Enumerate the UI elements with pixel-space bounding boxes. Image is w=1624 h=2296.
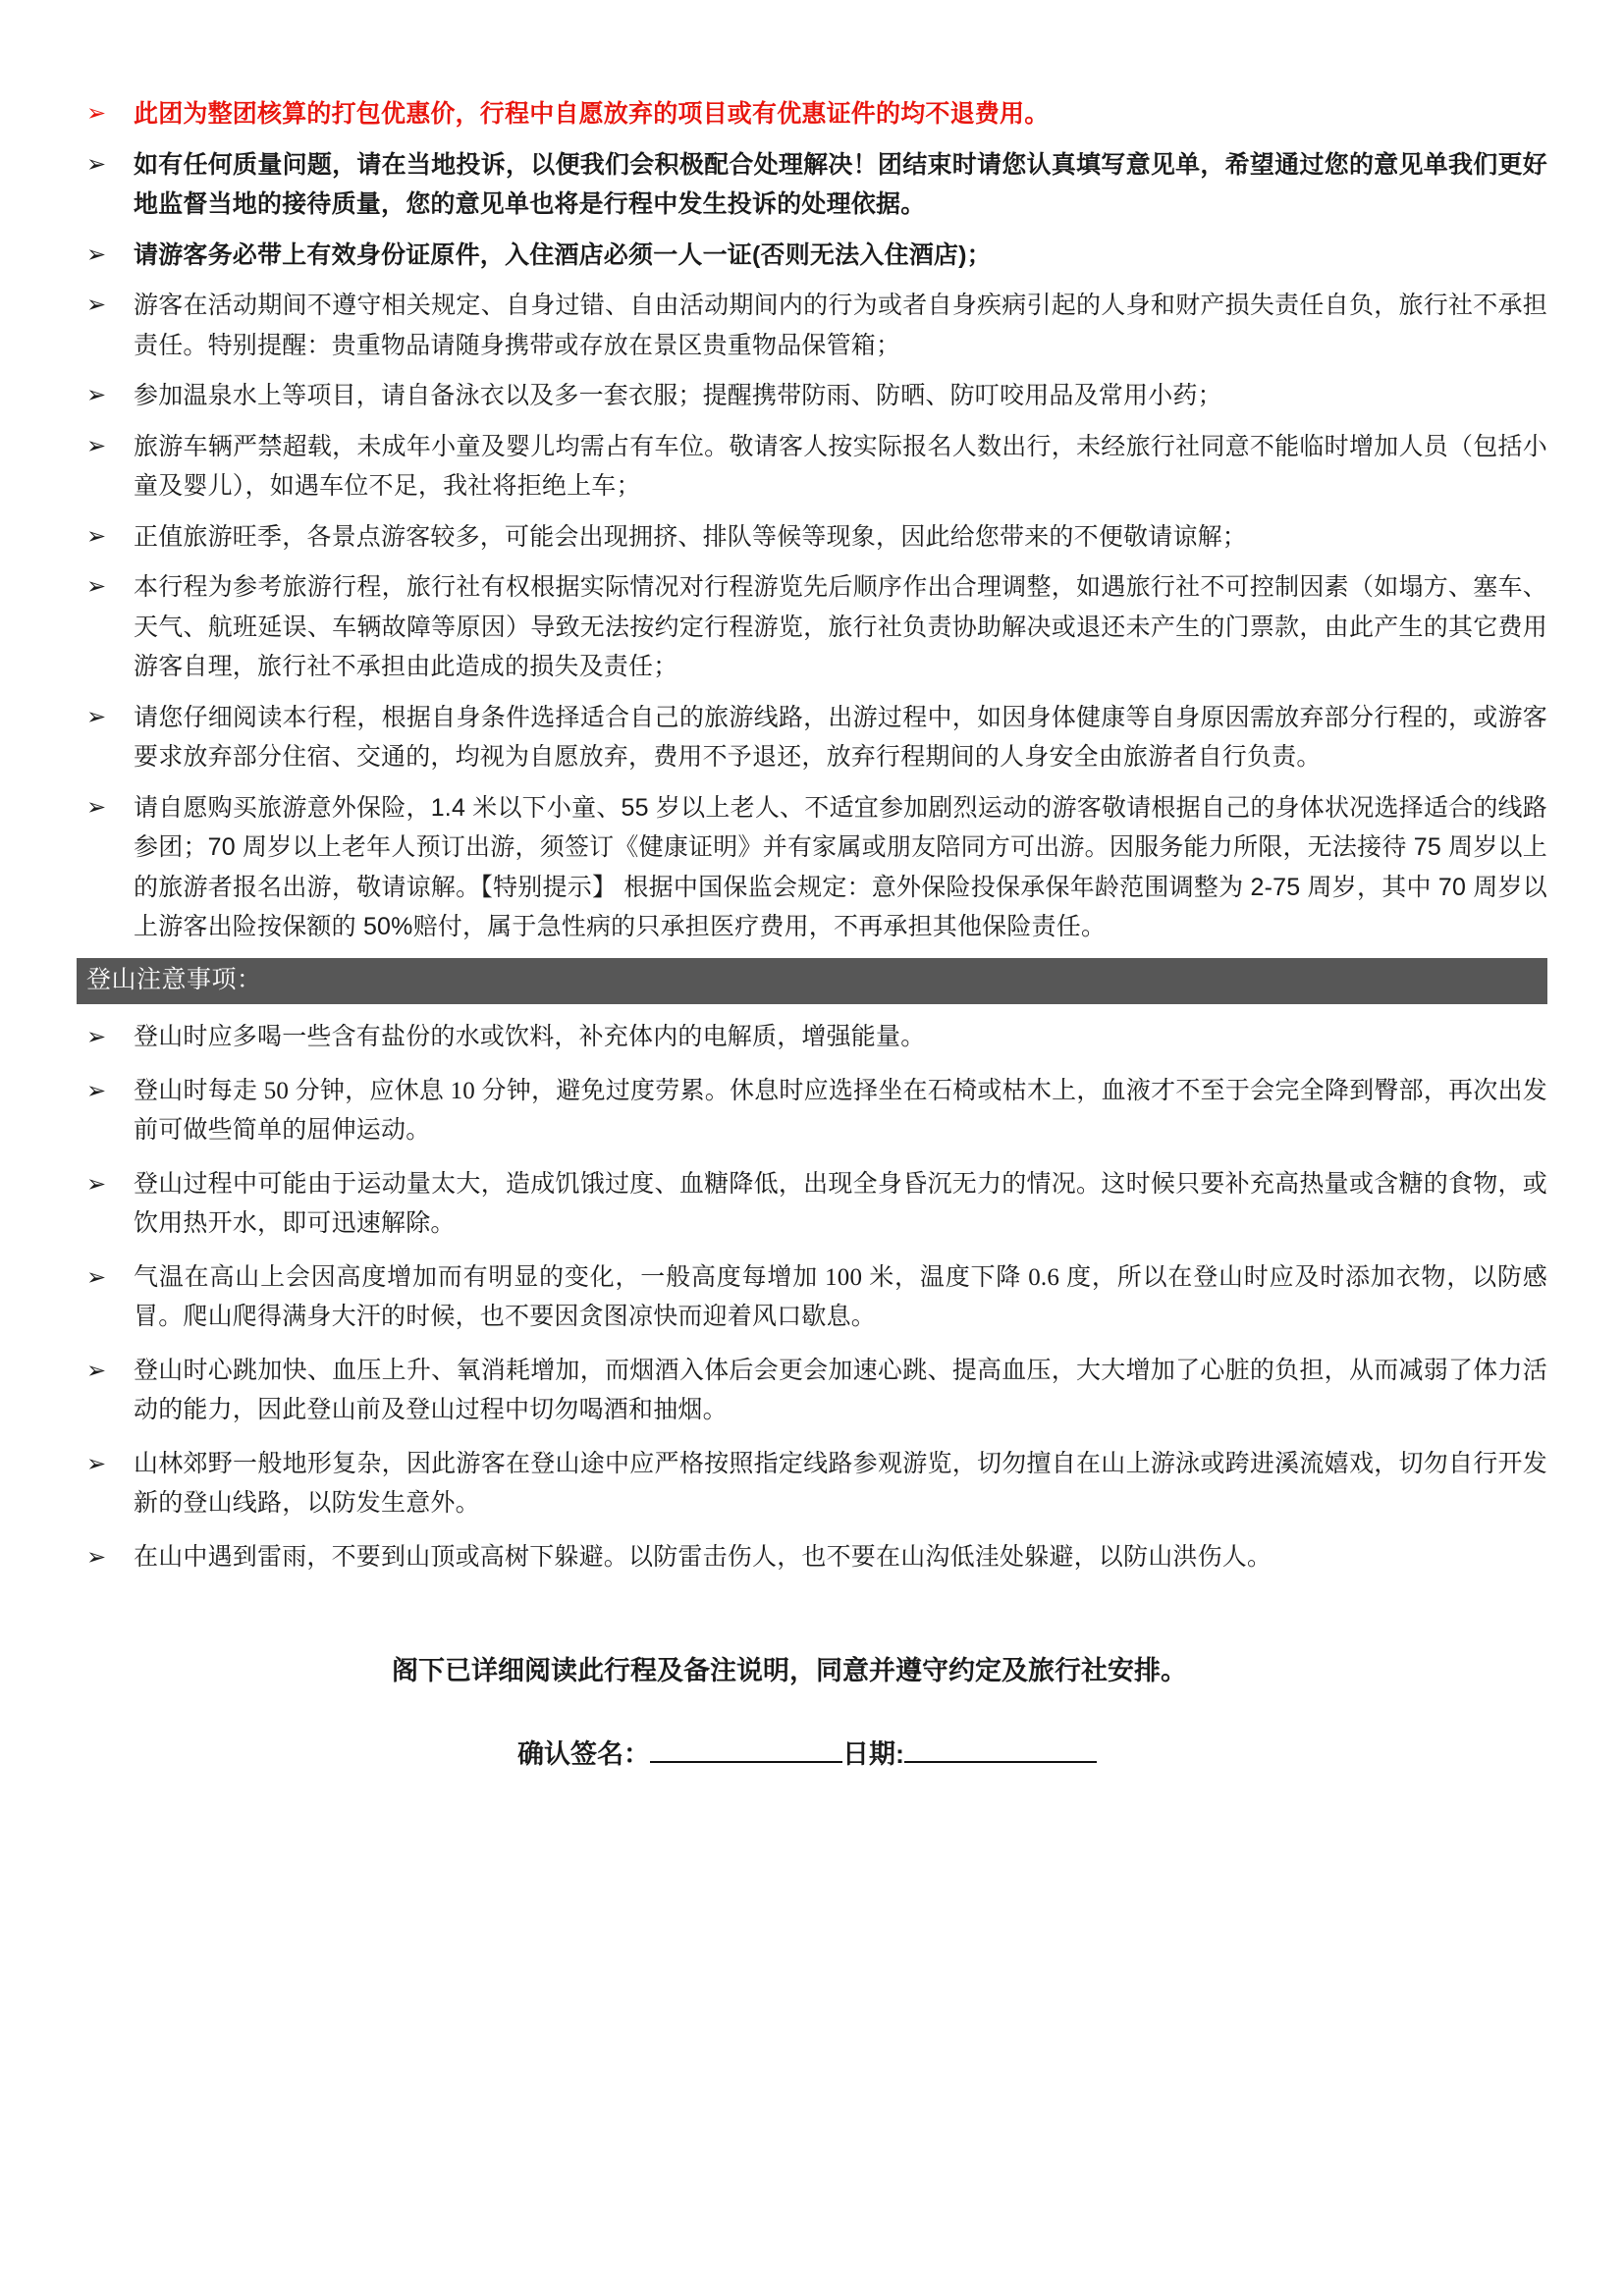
- notice-text: 如有任何质量问题，请在当地投诉，以便我们会积极配合处理解决！团结束时请您认真填写意见单，希望通过您的意见单我们更好地监督当地的接待质量，您的意见单也将是行程中发生投诉的处理依据。: [134, 150, 1547, 218]
- list-item: [77, 517, 1547, 558]
- list-item: [77, 376, 1547, 416]
- bullet-arrow-icon: ➢: [86, 1356, 107, 1384]
- list-item: [77, 788, 1547, 947]
- bullet-arrow-icon: ➢: [86, 1076, 107, 1104]
- list-item: [77, 427, 1547, 507]
- acknowledgement-statement: 阁下已详细阅读此行程及备注说明，同意并遵守约定及旅行社安排。: [392, 1656, 1187, 1686]
- bullet-arrow-icon: ➢: [86, 702, 107, 730]
- list-item: [77, 145, 1547, 225]
- section-header-climbing: 登山注意事项：: [77, 958, 1547, 1005]
- climbing-body: [77, 1018, 1547, 1577]
- signature-field[interactable]: [650, 1761, 842, 1763]
- list-item: [77, 567, 1547, 687]
- notice-text: 旅游车辆严禁超载，未成年小童及婴儿均需占有车位。敬请客人按实际报名人数出行，未经旅行社同意不能临时增加人员（包括小童及婴儿），如遇车位不足，我社将拒绝上车；: [134, 432, 1547, 500]
- bullet-arrow-icon: ➢: [86, 521, 107, 550]
- climbing-section: [77, 958, 1547, 1578]
- list-item: [77, 1258, 1547, 1338]
- bullet-arrow-icon: ➢: [86, 1449, 107, 1477]
- bullet-arrow-icon: ➢: [86, 792, 107, 821]
- bullet-arrow-icon: ➢: [86, 240, 107, 268]
- notice-text: 本行程为参考旅游行程，旅行社有权根据实际情况对行程游览先后顺序作出合理调整，如遇旅行社不可控制因素（如塌方、塞车、天气、航班延误、车辆故障等原因）导致无法按约定行程游览，旅行社负责协助解决或退还未产生的门票款，由此产生的其它费用游客自理，旅行社不承担由此造成的损失及责任；: [134, 573, 1547, 680]
- list-item: [77, 1018, 1547, 1058]
- bullet-arrow-icon: ➢: [86, 149, 107, 178]
- notice-text: 正值旅游旺季，各景点游客较多，可能会出现拥挤、排队等候等现象，因此给您带来的不便敬请谅解；: [134, 522, 1248, 551]
- list-item: [77, 1165, 1547, 1245]
- list-item: [77, 94, 1547, 134]
- list-item: [77, 698, 1547, 777]
- notice-text: 游客在活动期间不遵守相关规定、自身过错、自由活动期间内的行为或者自身疾病引起的人身和财产损失责任自负，旅行社不承担责任。特别提醒：贵重物品请随身携带或存放在景区贵重物品保管箱；: [134, 292, 1547, 359]
- notices-section: [77, 94, 1547, 947]
- notices-list: [77, 94, 1547, 947]
- bullet-arrow-icon: ➢: [86, 1169, 107, 1198]
- climbing-text: 在山中遇到雷雨，不要到山顶或高树下躲避。以防雷击伤人，也不要在山沟低洼处躲避，以防山洪伤人。: [134, 1543, 1272, 1571]
- climbing-text: 山林郊野一般地形复杂，因此游客在登山途中应严格按照指定线路参观游览，切勿擅自在山上游泳或跨进溪流嬉戏，切勿自行开发新的登山线路，以防发生意外。: [134, 1450, 1547, 1518]
- bullet-arrow-icon: ➢: [86, 381, 107, 408]
- bullet-arrow-icon: ➢: [86, 1023, 107, 1051]
- climbing-text: 登山时心跳加快、血压上升、氧消耗增加，而烟酒入体后会更会加速心跳、提高血压，大大增加了心脏的负担，从而减弱了体力活动的能力，因此登山前及登山过程中切勿喝酒和抽烟。: [134, 1357, 1547, 1424]
- list-item: [77, 286, 1547, 365]
- notice-text: 参加温泉水上等项目，请自备泳衣以及多一套衣服；提醒携带防雨、防晒、防叮咬用品及常用小药；: [134, 382, 1222, 409]
- list-item: [77, 236, 1547, 276]
- bullet-arrow-icon: ➢: [86, 99, 107, 127]
- notice-text: 请游客务必带上有效身份证原件，入住酒店必须一人一证(否则无法入住酒店)；: [134, 240, 992, 269]
- climbing-text: 登山时每走 50 分钟，应休息 10 分钟，避免过度劳累。休息时应选择坐在石椅或枯木上，血液才不至于会完全降到臀部，再次出发前可做些简单的屈伸运动。: [134, 1077, 1547, 1145]
- climbing-list: [77, 1018, 1547, 1577]
- list-item: [77, 1445, 1547, 1524]
- bullet-arrow-icon: ➢: [86, 1542, 107, 1571]
- list-item: [77, 1352, 1547, 1431]
- signature-row: [77, 1734, 1547, 1776]
- climbing-text: 登山时应多喝一些含有盐份的水或饮料，补充体内的电解质，增强能量。: [134, 1024, 926, 1051]
- bullet-arrow-icon: ➢: [86, 291, 107, 318]
- list-item: [77, 1538, 1547, 1578]
- signature-label: 确认签名：: [517, 1739, 650, 1770]
- bullet-arrow-icon: ➢: [86, 1262, 107, 1291]
- climbing-text: 气温在高山上会因高度增加而有明显的变化，一般高度每增加 100 米，温度下降 0.6 度，所以在登山时应及时添加衣物，以防感冒。爬山爬得满身大汗的时候，也不要因贪图凉快而迎着风口歇息。: [134, 1263, 1547, 1331]
- list-item: [77, 1072, 1547, 1151]
- date-label: 日期:: [842, 1739, 904, 1770]
- date-field[interactable]: [904, 1761, 1097, 1763]
- bullet-arrow-icon: ➢: [86, 572, 107, 600]
- climbing-text: 登山过程中可能由于运动量太大，造成饥饿过度、血糖降低，出现全身昏沉无力的情况。这时候只要补充高热量或含糖的食物，或饮用热开水，即可迅速解除。: [134, 1170, 1547, 1238]
- notice-text: 请自愿购买旅游意外保险，1.4 米以下小童、55 岁以上老人、不适宜参加剧烈运动的游客敬请根据自己的身体状况选择适合的线路参团；70 周岁以上老年人预订出游，须签订《健康证明》并有家属或朋友陪同方可出游。因服务能力所限，无法接待 75 周岁以上的旅游者报名出游，敬请谅解。【特别提示】 根据中国保监会规定：意外保险投保承保年龄范围调整为 2-75 周岁，其中 70 周岁以上游客出险按保额的 50%赔付，属于急性病的只承担医疗费用，不再承担其他保险责任。: [134, 793, 1547, 940]
- notice-text: 此团为整团核算的打包优惠价，行程中自愿放弃的项目或有优惠证件的均不退费用。: [134, 100, 1050, 128]
- acknowledgement-section: [77, 1650, 1547, 1776]
- bullet-arrow-icon: ➢: [86, 431, 107, 459]
- notice-text: 请您仔细阅读本行程，根据自身条件选择适合自己的旅游线路，出游过程中，如因身体健康等自身原因需放弃部分行程的，或游客要求放弃部分住宿、交通的，均视为自愿放弃，费用不予退还，放弃行程期间的人身安全由旅游者自行负责。: [134, 703, 1547, 771]
